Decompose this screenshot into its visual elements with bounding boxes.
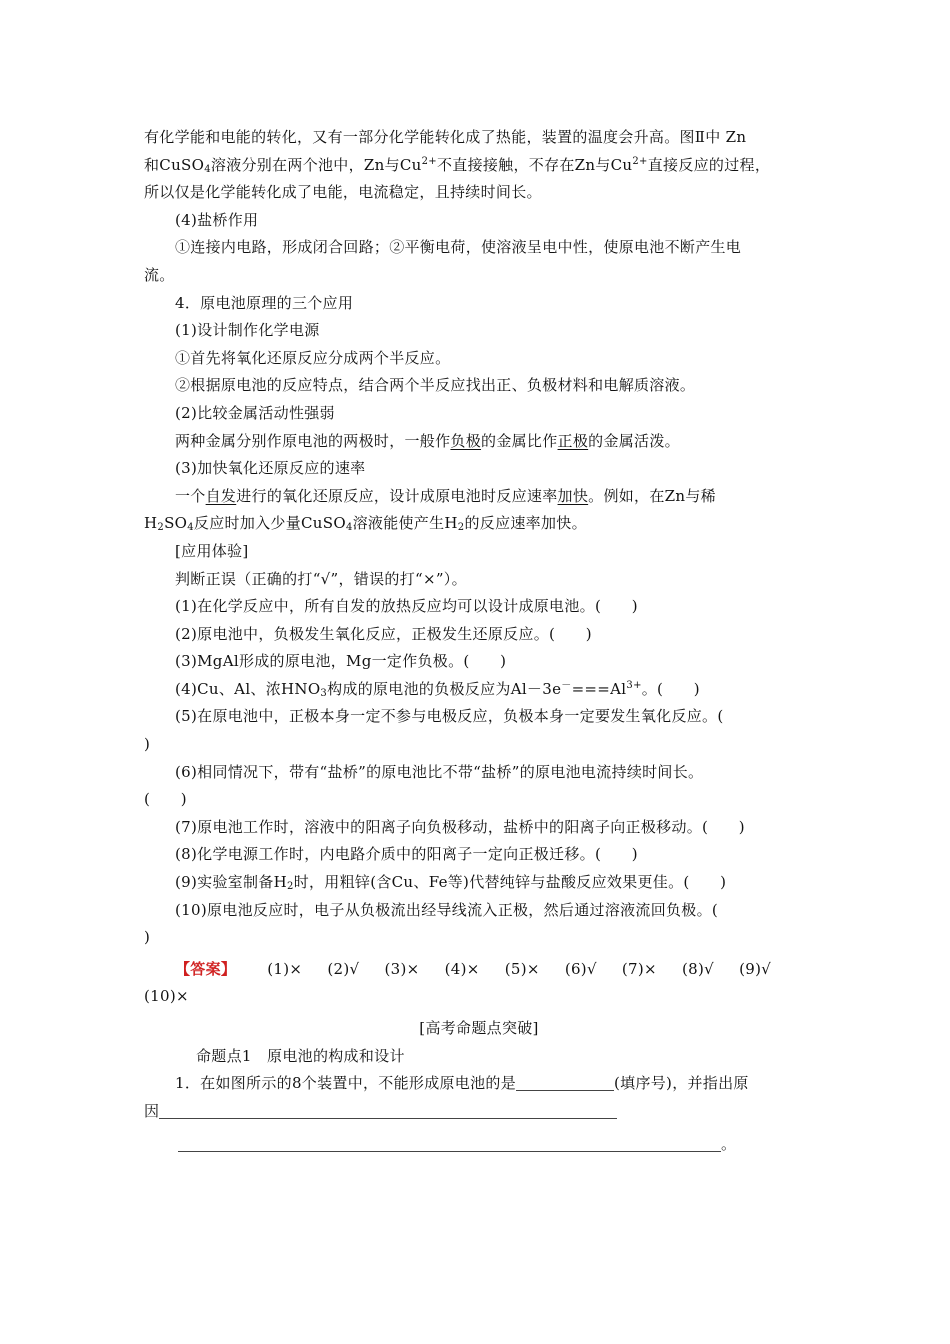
answer-item: (10)× (144, 987, 189, 1006)
question-line: 。 (144, 1131, 814, 1159)
point-title: 命题点1 原电池的构成和设计 (196, 1046, 405, 1065)
text-line: ①连接内电路，形成闭合回路；②平衡电荷，使溶液呈电中性，使原电池不断产生电 (175, 238, 742, 257)
answer-item: (6)√ (564, 959, 597, 978)
section-heading: 4．原电池原理的三个应用 (175, 293, 354, 312)
question-item: (8)化学电源工作时，内电路介质中的阳离子一定向正极迁移。( ) (175, 845, 638, 864)
subheading: (3)加快氧化还原反应的速率 (175, 459, 366, 478)
text-line: ) (144, 928, 151, 947)
answer-label: 【答案】 (175, 959, 237, 978)
document-page (144, 124, 814, 1159)
text-line: 流。 (144, 265, 175, 284)
reason-blank[interactable] (159, 1102, 617, 1119)
text-line: 所以仅是化学能转化成了电能，电流稳定，且持续时间长。 (144, 183, 542, 202)
question-item: (3)MgAl形成的原电池，Mg一定作负极。( ) (175, 652, 507, 671)
question-line: 因 (144, 1098, 814, 1126)
question-item: (10)原电池反应时，电子从负极流出经导线流入正极，然后通过溶液流回负极。( (175, 900, 719, 919)
answer-item: (5)× (504, 959, 540, 978)
text-line: ②根据原电池的反应特点，结合两个半反应找出正、负极材料和电解质溶液。 (175, 376, 696, 395)
answer-item: (7)× (621, 959, 657, 978)
question-item: (7)原电池工作时，溶液中的阳离子向负极移动，盐桥中的阳离子向正极移动。( ) (175, 817, 745, 836)
answer-item: (2)√ (327, 959, 360, 978)
question-item: (4)Cu、Al、浓$HNO_3$构成的原电池的负极反应为$Al-3e^-===Al^{3+}$。( ) (175, 679, 700, 699)
answer-item: (3)× (384, 959, 420, 978)
subheading: (1)设计制作化学电源 (175, 321, 320, 340)
answer-line (144, 956, 814, 984)
subheading: (2)比较金属活动性强弱 (175, 403, 335, 422)
question-item: (2)原电池中，负极发生氧化反应，正极发生还原反应。( ) (175, 624, 592, 643)
text-line: 和CuSO$_4$溶液分别在两个池中，Zn与$Cu^{2+}$不直接接触，不存在Zn与$Cu^{2+}$直接反应的过程， (144, 155, 771, 175)
subheading: [应用体验] (175, 541, 249, 560)
reason-blank-2[interactable] (178, 1135, 721, 1152)
answer-item: (1)× (267, 959, 303, 978)
question-item: (1)在化学反应中，所有自发的放热反应均可以设计成原电池。( ) (175, 597, 638, 616)
text-line: 一个自发进行的氧化还原反应，设计成原电池时反应速率加快。例如，在Zn与稀 (175, 486, 716, 505)
answer-item: (8)√ (682, 959, 715, 978)
text-line: $H_2SO_4$反应时加入少量CuSO$_4$溶液能使产生$H_2$的反应速率加快。 (144, 514, 587, 534)
text-line: 有化学能和电能的转化，又有一部分化学能转化成了热能，装置的温度会升高。图Ⅱ中 Zn (144, 128, 747, 146)
answer-blank[interactable] (516, 1074, 614, 1091)
question-item: (9)实验室制备$H_2$时，用粗锌(含Cu、Fe等)代替纯锌与盐酸反应效果更佳。( ) (175, 873, 727, 893)
question-item: (6)相同情况下，带有“盐桥”的原电池比不带“盐桥”的原电池电流持续时间长。 (175, 762, 704, 781)
text-line: 两种金属分别作原电池的两极时，一般作负极的金属比作正极的金属活泼。 (175, 431, 680, 450)
question-item: (5)在原电池中，正极本身一定不参与电极反应，负极本身一定要发生氧化反应。( (175, 707, 724, 726)
instruction: 判断正误（正确的打“√”，错误的打“×”）。 (175, 569, 467, 588)
text-line: ①首先将氧化还原反应分成两个半反应。 (175, 348, 451, 367)
section-title: [高考命题点突破] (419, 1019, 539, 1037)
subheading: (4)盐桥作用 (175, 210, 259, 229)
text-line: ( ) (144, 790, 187, 809)
answer-item: (4)× (444, 959, 480, 978)
answer-item: (9)√ (739, 959, 772, 978)
question-line: 1．在如图所示的8个装置中，不能形成原电池的是 (填序号)，并指出原 (175, 1074, 749, 1093)
text-line: ) (144, 735, 151, 754)
